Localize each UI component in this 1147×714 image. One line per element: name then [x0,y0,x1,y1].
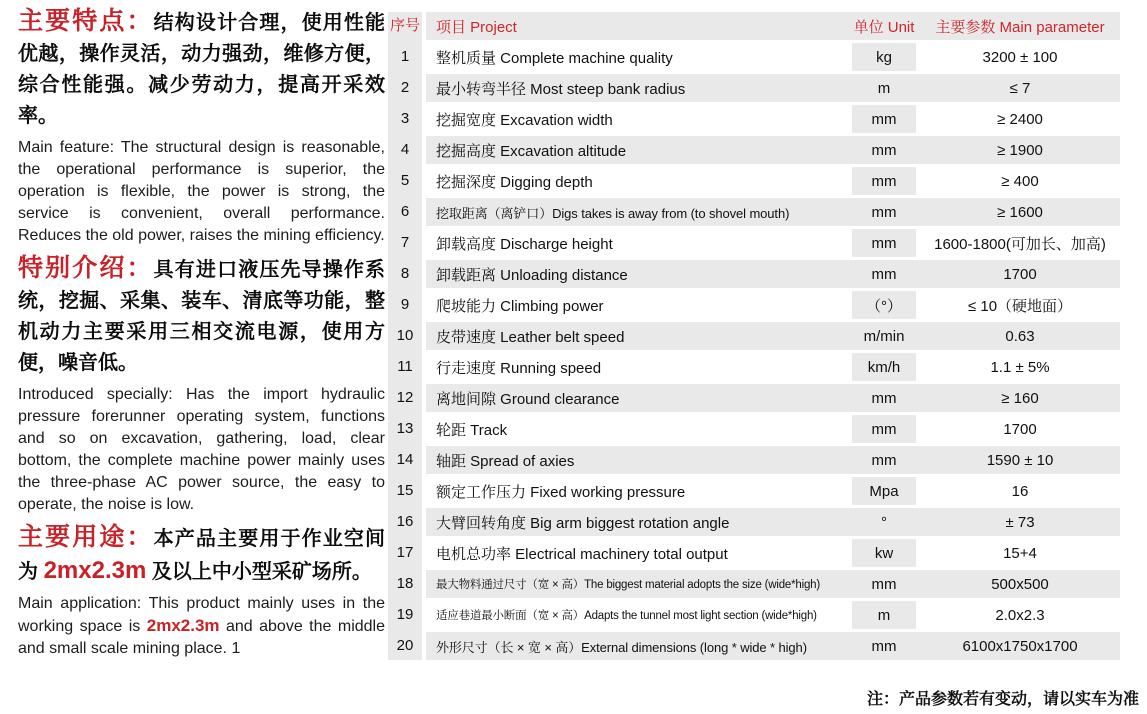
table-row [388,415,1120,443]
parameter-cell: 16 [1011,482,1029,500]
row-right [426,291,1120,319]
row-index-cell: 5 [400,172,410,189]
row-index-cell: 10 [396,327,414,344]
project-cell: 离地间隙 Ground clearance [436,390,620,408]
unit-cell: mm [852,229,916,257]
parameter-cell: 1.1 ± 5% [990,358,1050,376]
main-application-zh-after: 及以上中小型采矿场所。 [146,561,372,583]
row-right [426,74,1120,102]
project-cell: 挖掘宽度 Excavation width [436,111,613,129]
row-index-cell: 2 [400,79,410,96]
parameter-cell: 1590 ± 10 [986,451,1054,469]
main-feature-heading: 主要特点： [18,7,154,35]
size-highlight-zh: 2mx2.3m [43,557,147,584]
row-right [426,384,1120,412]
unit-cell: ° [852,508,916,536]
project-cell: 挖取距离（离铲口）Digs takes is away from (to shovel mouth) [436,205,790,221]
unit-cell: m [852,74,916,102]
table-row [388,384,1120,412]
row-index-cell: 20 [396,637,414,654]
main-feature-en-paragraph: Main feature: The structural design is reasonable, the operational performance is superior, the operation is flexible, the power is strong, the service is convenient, overall performance. Reduces the old power, raises the mining efficiency. [18,139,385,244]
parameter-cell: 500x500 [991,575,1049,593]
left-column [18,6,385,666]
header-project: 项目 Project [436,18,517,36]
row-right [426,198,1120,226]
unit-cell: mm [852,105,916,133]
special-intro-zh-paragraph [18,253,385,379]
unit-cell: mm [852,260,916,288]
project-cell: 皮带速度 Leather belt speed [436,328,625,346]
table-row [388,198,1120,226]
unit-cell: m [852,601,916,629]
table-row [388,322,1120,350]
size-highlight-en: 2mx2.3m [146,616,220,635]
parameter-cell: ≥ 2400 [997,110,1043,128]
header-index: 序号 [389,17,420,34]
header-parameter: 主要参数 Main parameter [935,18,1105,36]
row-index-cell: 17 [396,544,414,561]
unit-cell: mm [852,446,916,474]
parameter-cell: 3200 ± 100 [982,48,1058,66]
row-index-cell: 18 [396,575,414,592]
row-right [426,415,1120,443]
table-row [388,260,1120,288]
project-cell: 整机质量 Complete machine quality [436,49,673,67]
row-right [426,539,1120,567]
main-application-zh-paragraph [18,522,385,588]
project-cell: 爬坡能力 Climbing power [436,297,604,315]
unit-cell: mm [852,384,916,412]
row-right [426,167,1120,195]
row-index-cell: 6 [400,203,410,220]
table-row [388,570,1120,598]
table-body [388,43,1120,660]
row-right [426,446,1120,474]
parameter-cell: ≥ 1600 [997,203,1043,221]
row-right [426,229,1120,257]
unit-cell: km/h [852,353,916,381]
row-right [426,322,1120,350]
unit-cell: kg [852,43,916,71]
project-cell: 最大物料通过尺寸（宽 × 高）The biggest material adopts the size (wide*high) [436,579,820,591]
row-right [426,601,1120,629]
unit-cell: mm [852,136,916,164]
footnote: 注：产品参数若有变动，请以实车为准 [866,691,1139,708]
project-cell: 最小转弯半径 Most steep bank radius [436,80,686,98]
row-index-cell: 9 [400,296,410,313]
project-cell: 卸载高度 Discharge height [436,235,613,253]
row-index-cell: 4 [400,141,410,158]
table-row [388,136,1120,164]
parameter-cell: 6100x1750x1700 [962,637,1078,655]
unit-cell: m/min [852,322,916,350]
parameter-cell: ≤ 7 [1009,79,1031,97]
project-cell: 轴距 Spread of axies [436,452,575,470]
project-cell: 挖掘深度 Digging depth [436,173,593,191]
row-index-cell: 13 [396,420,414,437]
table-row [388,105,1120,133]
row-right [426,353,1120,381]
row-index-cell: 1 [400,48,410,65]
parameter-table [388,12,1120,663]
table-row [388,167,1120,195]
row-right [426,477,1120,505]
table-row [388,43,1120,71]
table-row [388,632,1120,660]
row-right [426,570,1120,598]
row-right [426,105,1120,133]
unit-cell: mm [852,570,916,598]
row-right [426,43,1120,71]
row-right [426,632,1120,660]
row-right [426,260,1120,288]
special-intro-en-paragraph: Introduced specially: Has the import hydraulic pressure forerunner operating system, functions and so on excavation, gathering, load, clear bottom, the complete machine power mainly uses the three-phase AC power source, the easy to operate, the noise is low. [18,386,385,513]
row-index-cell: 3 [400,110,410,127]
parameter-cell: ≥ 400 [1001,172,1039,190]
table-row [388,229,1120,257]
unit-cell: mm [852,632,916,660]
row-index-cell: 11 [397,358,413,375]
parameter-cell: 2.0x2.3 [995,606,1045,624]
header-unit: 单位 Unit [852,12,916,40]
table-row [388,508,1120,536]
main-application-en-paragraph [18,593,385,660]
unit-cell: mm [852,167,916,195]
main-application-en-after: and above the middle and small scale mining place. 1 [18,618,386,657]
main-application-zh-before: 本产品主要用于作业空间为 [18,528,385,583]
header-right [426,12,1120,40]
project-cell: 外形尺寸（长 × 宽 × 高）External dimensions (long * wide * high) [436,639,807,655]
table-row [388,446,1120,474]
parameter-cell: 1600-1800(可加长、加高) [934,235,1106,253]
project-cell: 适应巷道最小断面（宽 × 高）Adapts the tunnel most light section (wide*high) [436,610,817,622]
table-row [388,601,1120,629]
unit-cell: （°） [852,291,916,319]
table-row [388,291,1120,319]
main-feature-zh-paragraph [18,6,385,132]
parameter-cell: 0.63 [1005,327,1035,345]
project-cell: 卸载距离 Unloading distance [436,266,628,284]
special-intro-zh-text: 具有进口液压先导操作系统，挖掘、采集、装车、清底等功能，整机动力主要采用三相交流电源，使用方便，噪音低。 [18,259,385,374]
project-cell: 电机总功率 Electrical machinery total output [436,545,728,563]
row-right [426,136,1120,164]
parameter-cell: ± 73 [1005,513,1035,531]
project-cell: 大臂回转角度 Big arm biggest rotation angle [436,514,730,532]
row-index-cell: 7 [400,234,410,251]
parameter-cell: 1700 [1003,420,1037,438]
row-index-cell: 8 [400,265,410,282]
row-index-cell: 14 [396,451,414,468]
special-intro-heading: 特别介绍： [18,254,154,282]
project-cell: 额定工作压力 Fixed working pressure [436,483,686,501]
parameter-cell: ≥ 1900 [997,141,1043,159]
unit-cell: Mpa [852,477,916,505]
project-cell: 行走速度 Running speed [436,359,602,377]
row-index-cell: 15 [396,482,414,499]
main-application-en-before: Main application: This product mainly uses in the working space is [18,595,385,635]
unit-cell: mm [852,415,916,443]
table-row [388,477,1120,505]
row-index-cell: 16 [396,513,414,530]
project-cell: 挖掘高度 Excavation altitude [436,142,627,160]
table-row [388,539,1120,567]
table-row [388,353,1120,381]
row-right [426,508,1120,536]
project-cell: 轮距 Track [436,421,508,439]
parameter-cell: 15+4 [1003,544,1037,562]
main-application-heading: 主要用途： [18,523,154,551]
table-header-row [388,12,1120,40]
main-feature-zh-text: 结构设计合理，使用性能优越，操作灵活，动力强劲，维修方便，综合性能强。减少劳动力，提高开采效率。 [18,12,385,127]
parameter-cell: ≥ 160 [1001,389,1039,407]
row-index-cell: 12 [396,389,414,406]
parameter-cell: 1700 [1003,265,1037,283]
unit-cell: kw [852,539,916,567]
unit-cell: mm [852,198,916,226]
parameter-cell: ≤ 10（硬地面） [967,297,1073,315]
table-row [388,74,1120,102]
row-index-cell: 19 [396,606,414,623]
